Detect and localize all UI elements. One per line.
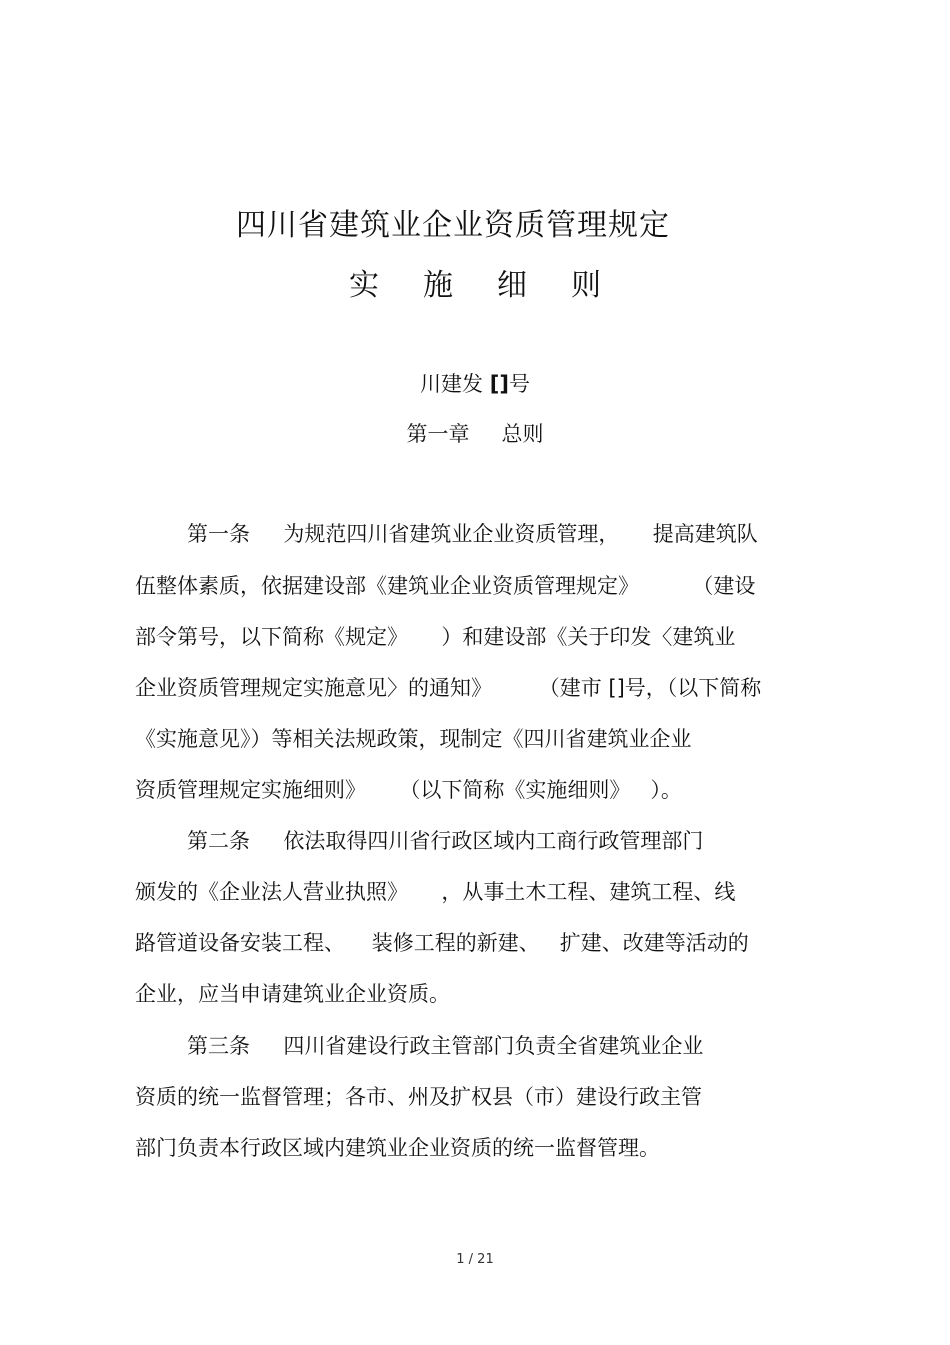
paragraph-line: 企业资质管理规定实施意见〉的通知》 （建市 []号，（以下简称 (135, 676, 762, 700)
paragraph-line: 部门负责本行政区域内建筑业企业资质的统一监督管理。 (135, 1136, 660, 1160)
subtitle-char: 则 (571, 268, 601, 303)
document-number (0, 368, 950, 398)
page-indicator: 1 / 21 (456, 1252, 494, 1267)
chapter-number: 第一章 (406, 422, 470, 446)
document-subtitle (0, 260, 950, 304)
doc-number-brackets: [] (489, 372, 509, 396)
paragraph-line: 企业，应当申请建筑业企业资质。 (135, 982, 450, 1006)
paragraph-line: 第一条 为规范四川省建筑业企业资质管理， 提高建筑队 (187, 522, 758, 546)
paragraph-line: 资质的统一监督管理；各市、州及扩权县（市）建设行政主管 (135, 1085, 702, 1109)
paragraph-line: 第三条 四川省建设行政主管部门负责全省建筑业企业 (187, 1034, 704, 1058)
paragraph-line: 部令第号，以下简称《规定》 ）和建设部《关于印发〈建筑业 (135, 625, 736, 649)
doc-number-prefix: 川建发 (420, 372, 484, 396)
paragraph-line: 颁发的《企业法人营业执照》 ，从事土木工程、建筑工程、线 (135, 880, 736, 904)
paragraph-line: 伍整体素质，依据建设部《建筑业企业资质管理规定》 （建设 (135, 574, 756, 598)
chapter-name: 总则 (501, 422, 544, 446)
subtitle-char: 施 (423, 268, 453, 303)
paragraph-line: 《实施意见》）等相关法规政策，现制定《四川省建筑业企业 (135, 727, 692, 751)
chapter-heading (0, 418, 950, 448)
subtitle-char: 细 (497, 268, 527, 303)
doc-number-suffix: 号 (508, 372, 530, 396)
document-title: 四川省建筑业企业资质管理规定 (236, 208, 670, 243)
paragraph-line: 第二条 依法取得四川省行政区域内工商行政管理部门 (187, 829, 704, 853)
subtitle-char: 实 (349, 268, 379, 303)
paragraph-line: 路管道设备安装工程、 装修工程的新建、 扩建、改建等活动的 (135, 931, 749, 955)
paragraph-line: 资质管理规定实施细则》 （以下简称《实施细则》 ）。 (135, 778, 682, 802)
